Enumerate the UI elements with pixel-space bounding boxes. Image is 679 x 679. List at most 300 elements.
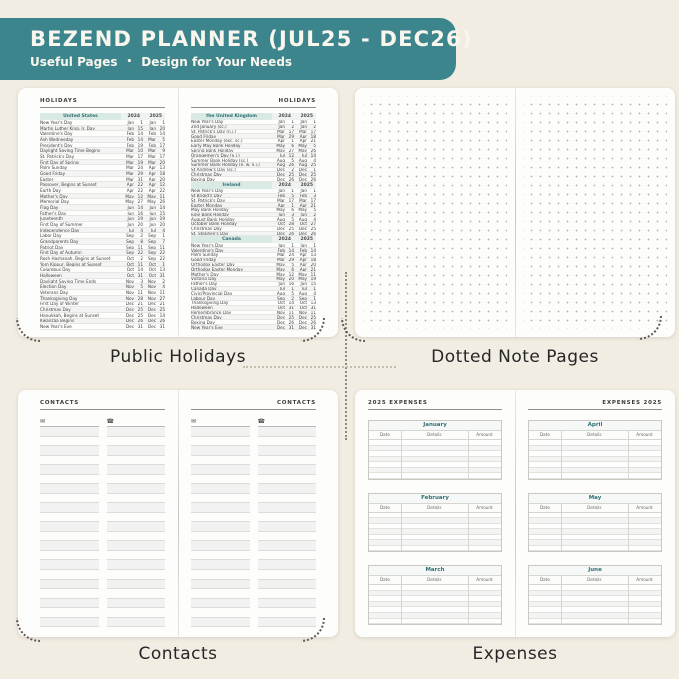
- contact-lines: [258, 427, 317, 627]
- holiday-date: 12: [137, 193, 143, 199]
- holidays-page-left: [18, 88, 178, 337]
- year-2025-label: 2025: [294, 236, 316, 243]
- us-holidays-header: [40, 113, 165, 120]
- holiday-date: 1: [162, 233, 165, 239]
- holiday-name: Christmas Day: [40, 307, 71, 313]
- contact-blank-line: [40, 532, 99, 542]
- holiday-date: 21: [159, 301, 165, 307]
- contact-blank-line: [258, 522, 317, 532]
- holiday-date: Dec: [298, 167, 307, 173]
- dotted-divider-horizontal: [243, 366, 396, 368]
- holiday-date: Nov: [147, 295, 156, 301]
- details-column-label: Details: [427, 577, 442, 583]
- contact-blank-line: [40, 580, 99, 590]
- contact-blank-line: [107, 551, 166, 561]
- holiday-date: 1: [140, 120, 143, 125]
- holiday-name: Palm Sunday: [40, 165, 68, 171]
- holiday-date: Apr: [277, 139, 285, 144]
- holiday-name: Boxing Day: [191, 177, 215, 182]
- holiday-date: 26: [310, 148, 316, 153]
- month-label: April: [529, 421, 661, 431]
- contact-blank-line: [191, 484, 250, 494]
- holiday-date: Sep: [148, 250, 156, 256]
- holiday-name: First Day of Autumn: [40, 250, 82, 256]
- contact-blank-line: [107, 618, 166, 628]
- holiday-date: Mar: [277, 252, 285, 258]
- holiday-date: 8: [140, 239, 143, 244]
- contact-blank-line: [40, 427, 99, 437]
- holiday-date: 1: [291, 120, 294, 125]
- holiday-date: Jun: [149, 205, 156, 210]
- holiday-date: 2: [162, 278, 165, 284]
- holiday-name: St. Patrick's Day: [40, 154, 75, 159]
- holiday-date: Sep: [148, 256, 156, 261]
- holiday-name: St. Patrick's Day: [191, 198, 226, 203]
- holiday-name: St. Patrick's Day (n.i.): [191, 129, 237, 134]
- holiday-name: Easter Monday: [191, 203, 223, 208]
- holiday-name: Victoria Day: [191, 276, 217, 282]
- expense-columns: [529, 431, 661, 440]
- dot-grid: [523, 96, 667, 329]
- holiday-name: Good Friday: [191, 257, 217, 263]
- holiday-date: Mar: [277, 198, 285, 203]
- holiday-date: 1: [291, 139, 294, 144]
- contact-blank-line: [191, 437, 250, 447]
- holiday-date: 12: [288, 272, 294, 277]
- holiday-name: Memorial Day: [40, 199, 70, 205]
- holiday-date: 18: [159, 171, 165, 176]
- holiday-date: Dec: [298, 231, 307, 236]
- contacts-spread: [18, 390, 338, 637]
- expense-columns: [369, 576, 501, 585]
- holiday-date: 18: [310, 257, 316, 263]
- canada-holidays-header: [191, 236, 316, 243]
- holiday-date: 1: [162, 261, 165, 267]
- holiday-date: 26: [310, 231, 316, 236]
- expenses-spread: [355, 390, 675, 637]
- holiday-date: Aug: [298, 291, 307, 296]
- date-column-label: Date: [379, 432, 390, 437]
- holiday-date: Dec: [298, 226, 307, 232]
- holiday-date: 3: [313, 193, 316, 199]
- holiday-date: Jan: [149, 120, 156, 125]
- year-2025-label: 2025: [143, 113, 165, 120]
- holiday-name: Valentine's Day: [191, 248, 224, 253]
- holiday-date: Nov: [125, 278, 134, 284]
- holiday-date: 22: [159, 256, 165, 261]
- dotted-divider-vertical: [345, 272, 347, 440]
- mail-icon: ✉: [40, 418, 46, 425]
- contact-blank-line: [107, 456, 166, 466]
- contact-blank-line: [191, 522, 250, 532]
- holiday-date: 1: [291, 243, 294, 248]
- holiday-date: Apr: [277, 203, 285, 208]
- contact-blank-line: [191, 618, 250, 628]
- holiday-date: Apr: [148, 176, 156, 182]
- title-rule: [40, 107, 165, 108]
- holiday-date: 29: [288, 134, 294, 139]
- holiday-date: 5: [291, 158, 294, 163]
- contact-blank-line: [107, 560, 166, 570]
- month-label: June: [529, 566, 661, 576]
- contact-blank-line: [258, 541, 317, 551]
- holiday-date: 27: [310, 222, 316, 227]
- holiday-name: Flag Day: [40, 205, 59, 210]
- holiday-date: Dec: [276, 167, 285, 173]
- holiday-date: 4: [313, 291, 316, 296]
- country-label: the United Kingdom: [191, 113, 272, 120]
- holiday-date: Jun: [300, 281, 307, 287]
- holiday-date: 11: [310, 272, 316, 277]
- contact-blank-line: [191, 494, 250, 504]
- contact-blank-line: [258, 446, 317, 456]
- holiday-date: Dec: [276, 172, 285, 177]
- contacts-page-title: CONTACTS: [40, 400, 80, 406]
- holiday-date: Mar: [126, 148, 134, 154]
- holidays-page-right: [178, 88, 338, 337]
- amount-column-label: Amount: [636, 432, 653, 437]
- holiday-name: Election Day: [40, 284, 67, 290]
- country-label: Ireland: [191, 182, 272, 189]
- holiday-date: Oct: [277, 305, 285, 311]
- holiday-date: Oct: [299, 222, 307, 227]
- holiday-date: 15: [159, 210, 165, 216]
- holiday-name: Juneteenth: [40, 216, 63, 222]
- holiday-date: 1: [313, 120, 316, 125]
- contact-lines: [191, 427, 250, 627]
- holiday-date: Oct: [277, 222, 285, 227]
- banner-subtitle-left: Useful Pages: [30, 55, 118, 69]
- contact-blank-line: [191, 465, 250, 475]
- year-2024-label: 2024: [272, 113, 294, 120]
- date-column-label: Date: [539, 432, 550, 437]
- holiday-date: 31: [137, 324, 143, 330]
- holiday-date: 5: [313, 207, 316, 213]
- caption-public-holidays: Public Holidays: [110, 347, 246, 367]
- mail-icon: ✉: [191, 418, 197, 425]
- details-column-label: Details: [427, 432, 442, 437]
- contact-blank-line: [107, 580, 166, 590]
- holiday-date: 14: [137, 205, 143, 210]
- holiday-date: May: [298, 207, 307, 213]
- holiday-name: Earth Day: [40, 188, 61, 193]
- holiday-date: Oct: [277, 301, 285, 306]
- holiday-date: Sep: [126, 239, 134, 244]
- expense-table-february: [368, 493, 502, 553]
- contact-blank-line: [258, 589, 317, 599]
- month-label: January: [369, 421, 501, 431]
- holiday-date: Apr: [299, 134, 307, 139]
- holiday-date: Feb: [148, 142, 156, 148]
- column-divider: [628, 503, 629, 552]
- details-column-label: Details: [587, 504, 602, 510]
- holiday-date: Oct: [126, 256, 134, 261]
- holiday-date: 31: [288, 325, 294, 330]
- holiday-date: 20: [159, 222, 165, 227]
- holiday-name: First Day of Summer: [40, 222, 83, 227]
- canada-holidays-table: [191, 236, 316, 330]
- holiday-date: 26: [159, 199, 165, 205]
- holiday-date: 3: [291, 212, 294, 217]
- contact-blank-line: [40, 599, 99, 609]
- holiday-name: Kwanzaa Begins: [40, 318, 75, 324]
- holiday-date: Oct: [126, 273, 134, 278]
- contact-blank-line: [40, 456, 99, 466]
- holiday-date: 11: [310, 310, 316, 316]
- holiday-date: Oct: [148, 273, 156, 278]
- holiday-date: 1: [291, 189, 294, 194]
- holiday-date: 26: [288, 177, 294, 182]
- holiday-date: 27: [288, 148, 294, 153]
- column-divider: [561, 575, 562, 624]
- expense-blank-row: [529, 546, 661, 552]
- title-rule: [528, 409, 662, 410]
- phone-icon: ☎: [257, 418, 265, 425]
- contact-lines: [40, 427, 99, 627]
- holiday-date: Dec: [298, 177, 307, 182]
- holiday-date: Feb: [126, 131, 134, 137]
- holiday-date: Mar: [148, 154, 156, 159]
- month-label: May: [529, 494, 661, 504]
- holiday-date: 17: [288, 129, 294, 134]
- holiday-date: Aug: [298, 217, 307, 222]
- contact-blank-line: [258, 484, 317, 494]
- holiday-date: Dec: [147, 324, 156, 330]
- holiday-name: August Bank Holiday: [191, 217, 235, 222]
- contact-blank-line: [40, 494, 99, 504]
- contact-blank-line: [191, 580, 250, 590]
- contact-blank-line: [107, 513, 166, 523]
- contacts-phone-column: [258, 417, 317, 627]
- expense-blank-row: [369, 473, 501, 479]
- amount-column-label: Amount: [636, 504, 653, 510]
- holiday-date: May: [276, 276, 285, 282]
- holiday-date: 20: [310, 262, 316, 267]
- amount-column-label: Amount: [476, 432, 493, 437]
- holiday-date: 6: [291, 143, 294, 149]
- holiday-name: Mother's Day: [191, 272, 219, 277]
- holiday-date: 13: [310, 301, 316, 306]
- holiday-date: 26: [288, 231, 294, 236]
- contact-blank-line: [40, 551, 99, 561]
- holiday-date: Dec: [147, 318, 156, 324]
- column-divider: [628, 430, 629, 479]
- holiday-date: Dec: [125, 318, 134, 324]
- holiday-date: 31: [137, 273, 143, 278]
- year-2024-label: 2024: [121, 113, 143, 120]
- expense-columns: [529, 576, 661, 585]
- holiday-date: May: [298, 143, 307, 149]
- holiday-date: Mar: [148, 148, 156, 154]
- holiday-date: May: [298, 276, 307, 282]
- holiday-name: Early May Bank Holiday: [191, 143, 241, 149]
- holiday-date: Mar: [126, 171, 134, 176]
- expense-table-january: [368, 420, 502, 480]
- holiday-date: Feb: [148, 131, 156, 137]
- holiday-date: Sep: [148, 244, 156, 250]
- expense-blank-row: [529, 619, 661, 625]
- column-divider: [628, 575, 629, 624]
- holiday-date: 11: [159, 290, 165, 295]
- holiday-row: [40, 324, 165, 330]
- holidays-page-title: HOLIDAYS: [40, 98, 78, 104]
- column-divider: [401, 575, 402, 624]
- contact-blank-line: [40, 560, 99, 570]
- title-rule: [40, 409, 165, 410]
- spread-gutter: [178, 390, 179, 637]
- contact-blank-line: [191, 589, 250, 599]
- holiday-date: Jan: [300, 189, 307, 194]
- holiday-name: Easter: [40, 176, 54, 182]
- holiday-date: 17: [137, 154, 143, 159]
- contact-blank-line: [191, 532, 250, 542]
- holiday-date: Mar: [299, 129, 307, 134]
- contact-blank-line: [107, 570, 166, 580]
- holiday-name: October Bank Holiday: [191, 222, 237, 227]
- holiday-date: 11: [159, 244, 165, 250]
- details-column-label: Details: [427, 504, 442, 510]
- holiday-date: Jul: [301, 286, 307, 292]
- holiday-name: New Year's Eve: [40, 324, 72, 330]
- contact-blank-line: [258, 465, 317, 475]
- title-rule: [191, 409, 316, 410]
- contact-blank-line: [191, 570, 250, 580]
- year-2025-label: 2025: [294, 113, 316, 120]
- column-divider: [468, 503, 469, 552]
- holiday-name: St Brigid's Day: [191, 193, 222, 199]
- holiday-date: Feb: [299, 248, 307, 253]
- holiday-name: Veterans Day: [40, 290, 69, 295]
- expense-blank-row: [369, 619, 501, 625]
- holiday-date: Sep: [148, 233, 156, 239]
- holiday-name: Martin Luther King, Jr. Day: [40, 125, 95, 131]
- holiday-date: 14: [137, 131, 143, 137]
- contact-blank-line: [40, 570, 99, 580]
- holiday-name: Columbus Day: [40, 267, 71, 273]
- holiday-date: Oct: [299, 301, 307, 306]
- holiday-name: Christmas Day: [191, 315, 222, 320]
- holiday-date: 14: [288, 248, 294, 253]
- contact-blank-line: [107, 446, 166, 456]
- holiday-date: 12: [159, 182, 165, 188]
- contact-blank-line: [191, 541, 250, 551]
- holiday-date: Nov: [298, 310, 307, 316]
- holiday-name: Remembrance Day: [191, 310, 232, 316]
- holiday-date: Oct: [148, 261, 156, 267]
- holiday-date: May: [147, 199, 156, 205]
- holiday-date: May: [276, 143, 285, 149]
- holiday-date: Mar: [277, 257, 285, 263]
- country-label: Canada: [191, 236, 272, 243]
- holiday-date: Jun: [278, 212, 285, 217]
- holiday-date: 25: [288, 226, 294, 232]
- contact-blank-line: [107, 475, 166, 485]
- holiday-date: Sep: [126, 250, 134, 256]
- holiday-name: New Year's Day: [191, 189, 224, 194]
- column-divider: [561, 503, 562, 552]
- month-label: March: [369, 566, 501, 576]
- expenses-page-title: EXPENSES 2025: [602, 400, 662, 406]
- holiday-date: Nov: [147, 284, 156, 290]
- holiday-date: Apr: [299, 139, 307, 144]
- holiday-date: May: [276, 148, 285, 153]
- expense-table-march: [368, 565, 502, 625]
- holiday-date: May: [276, 207, 285, 213]
- holiday-date: 4: [313, 158, 316, 163]
- holiday-name: May Bank Holiday: [191, 207, 229, 213]
- holiday-date: 5: [140, 284, 143, 290]
- contact-blank-line: [191, 560, 250, 570]
- holiday-date: Apr: [299, 262, 307, 267]
- holiday-date: Apr: [299, 203, 307, 208]
- holiday-name: Canada Day: [191, 286, 217, 292]
- contact-blank-line: [40, 522, 99, 532]
- holiday-date: 26: [137, 318, 143, 324]
- holiday-date: Jul: [301, 153, 307, 158]
- expense-blank-row: [529, 473, 661, 479]
- contact-blank-line: [258, 599, 317, 609]
- holiday-date: 2: [313, 212, 316, 217]
- contacts-email-column: [191, 417, 250, 627]
- holiday-date: Apr: [148, 165, 156, 171]
- column-divider: [468, 430, 469, 479]
- holiday-date: Apr: [148, 171, 156, 176]
- holiday-date: 22: [137, 188, 143, 193]
- holiday-name: Summer Bank Holiday (e. w. n.i.): [191, 162, 260, 168]
- holiday-date: Dec: [125, 324, 134, 330]
- holiday-name: Labour Day: [191, 296, 216, 301]
- banner-title: BEZEND PLANNER (JUL25 - DEC26): [30, 27, 473, 51]
- holiday-name: St Andrew's Day (sc.): [191, 167, 236, 173]
- column-divider: [468, 575, 469, 624]
- holiday-date: 2: [291, 167, 294, 173]
- holiday-date: 21: [310, 203, 316, 208]
- contact-blank-line: [258, 437, 317, 447]
- holiday-date: 28: [288, 222, 294, 227]
- column-divider: [561, 430, 562, 479]
- holiday-name: Spring Bank Holiday: [191, 148, 234, 153]
- holiday-date: 7: [162, 239, 165, 244]
- holiday-name: Passover, Begins at Sunset: [40, 182, 97, 188]
- holiday-date: 11: [137, 261, 143, 267]
- holiday-date: May: [276, 267, 285, 272]
- holiday-date: Jul: [150, 227, 156, 233]
- expense-columns: [369, 431, 501, 440]
- holiday-name: June Bank Holiday: [191, 212, 230, 217]
- details-column-label: Details: [587, 432, 602, 437]
- holiday-date: 1: [313, 286, 316, 292]
- contact-blank-line: [258, 532, 317, 542]
- holiday-date: Nov: [125, 290, 134, 295]
- holiday-date: 1: [313, 296, 316, 301]
- holiday-date: Mar: [148, 137, 156, 142]
- contact-blank-line: [40, 465, 99, 475]
- contact-blank-line: [191, 551, 250, 561]
- holiday-date: Jun: [127, 216, 134, 222]
- holiday-date: Dec: [276, 315, 285, 320]
- holiday-date: 1: [313, 167, 316, 173]
- holiday-date: 15: [137, 125, 143, 131]
- holiday-date: Nov: [147, 290, 156, 295]
- contact-blank-line: [107, 599, 166, 609]
- holiday-date: 12: [288, 153, 294, 158]
- holiday-date: 11: [137, 290, 143, 295]
- holiday-date: Jan: [278, 124, 285, 130]
- holiday-date: 1: [291, 286, 294, 292]
- holidays-spread: [18, 88, 338, 337]
- holiday-date: Jul: [279, 153, 285, 158]
- holiday-name: Summer Bank Holiday (sc.): [191, 158, 249, 163]
